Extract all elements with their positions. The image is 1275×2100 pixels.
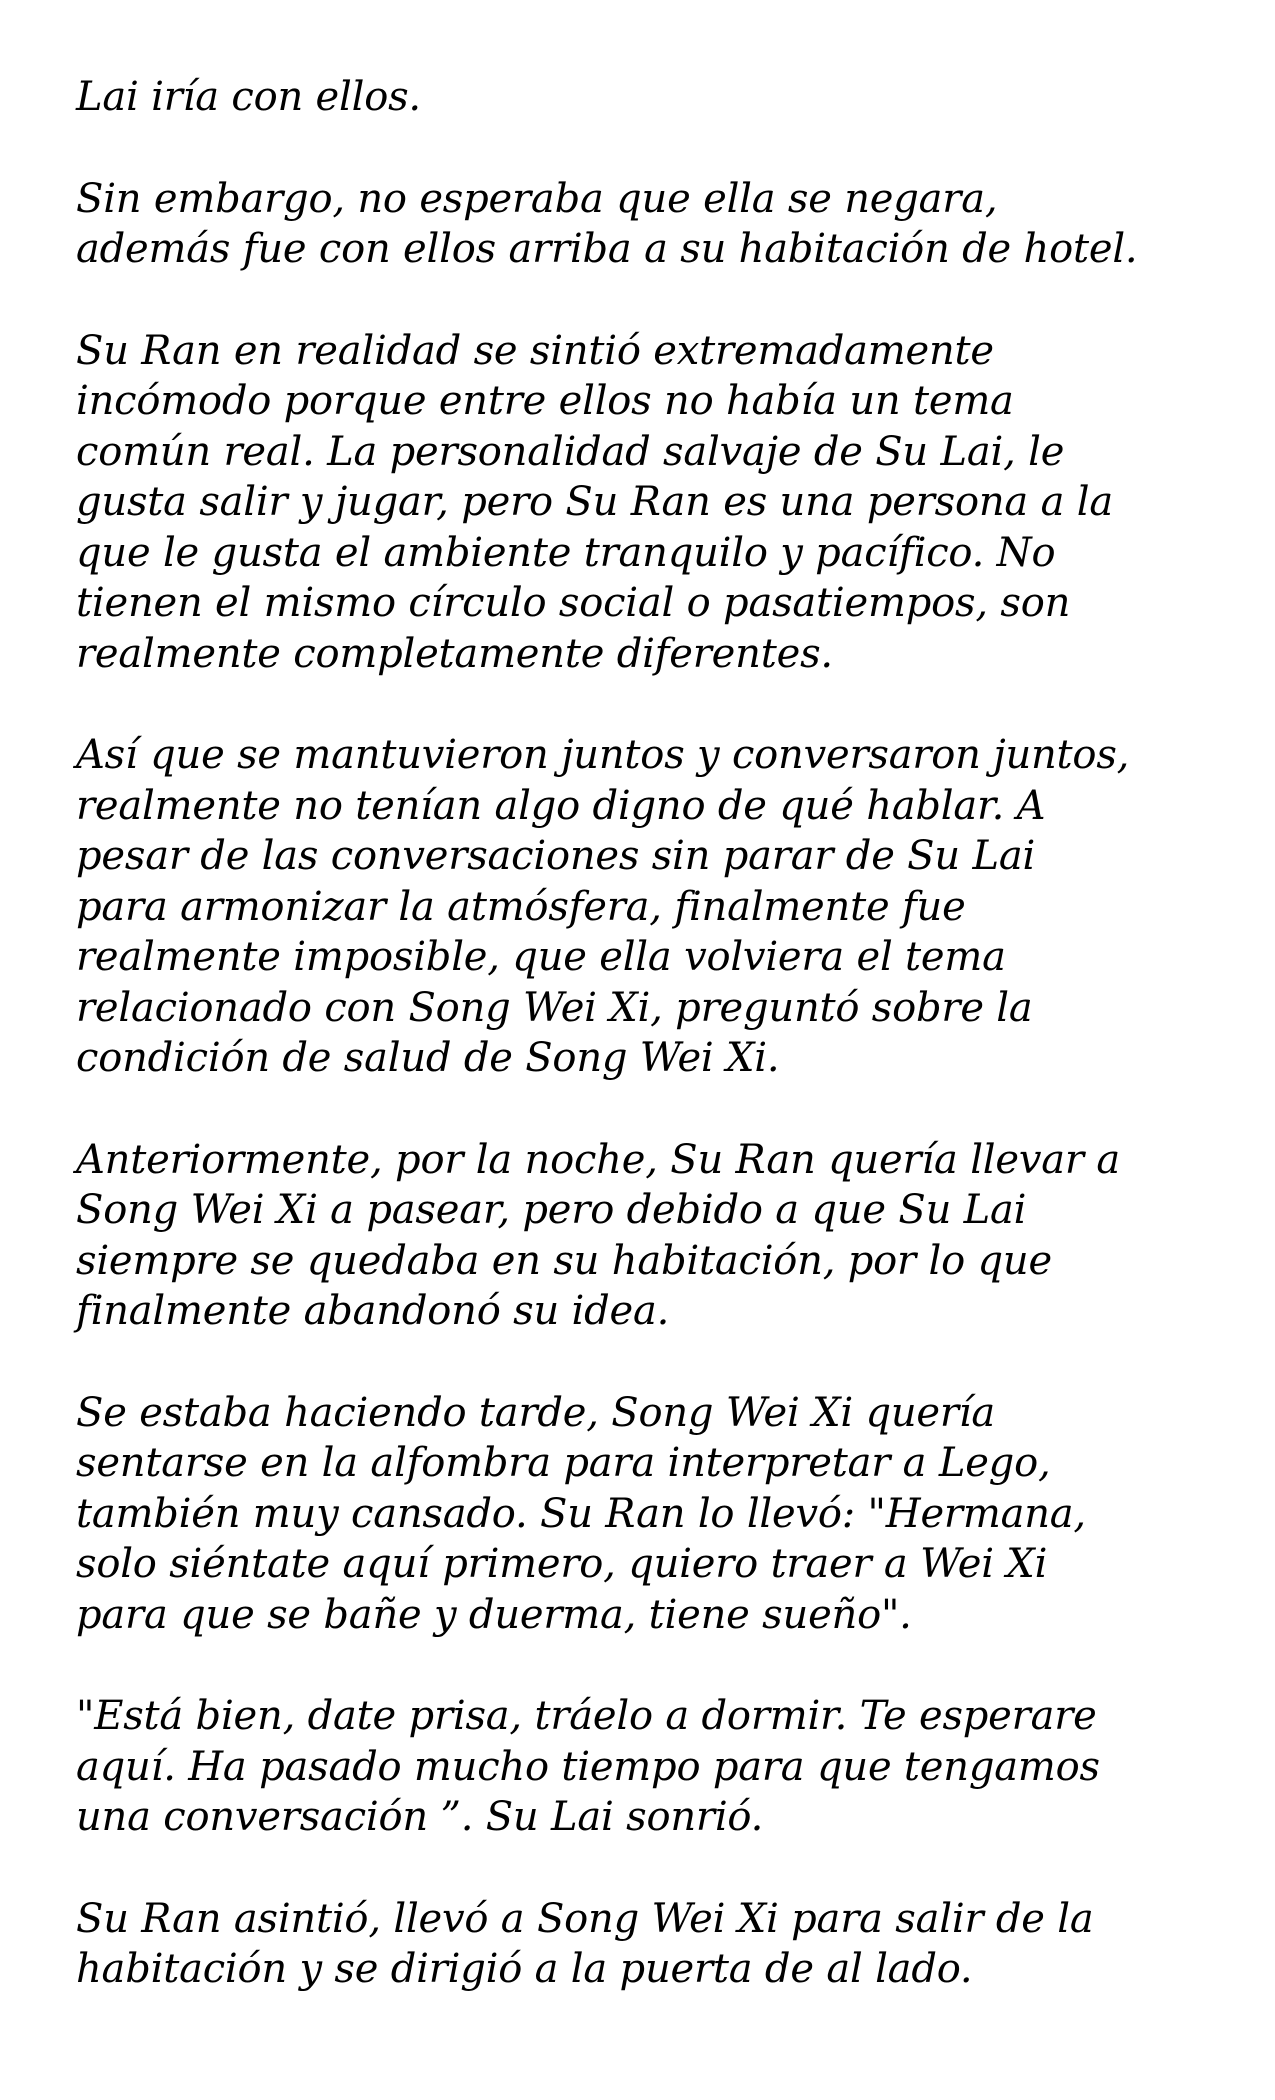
story-text	[76, 72, 1236, 2046]
paragraph-3: Su Ran en realidad se sintió extremadamente incómodo porque entre ellos no había un tema común real. La personalidad salvaje de Su Lai, le gusta salir y jugar, pero Su Ran es una persona a la que le gusta el ambiente tranquilo y pacífico. No tienen el mismo círculo social o pasatiempos, son realmente completamente diferentes.	[76, 327, 1113, 677]
paragraph-5: Anteriormente, por la noche, Su Ran quería llevar a Song Wei Xi a pasear, pero debido a que Su Lai siempre se quedaba en su habitación, por lo que finalmente abandonó su idea.	[76, 1136, 1120, 1334]
paragraph-6: Se estaba haciendo tarde, Song Wei Xi quería sentarse en la alfombra para interpretar a Lego, también muy cansado. Su Ran lo llevó: "Hermana, solo siéntate aquí primero, quiero traer a Wei Xi para que se bañe y duerma, tiene sueño".	[76, 1389, 1086, 1638]
paragraph-8: Su Ran asintió, llevó a Song Wei Xi para salir de la habitación y se dirigió a la puerta de al lado.	[76, 1895, 1094, 1992]
paragraph-7: "Está bien, date prisa, tráelo a dormir. Te esperare aquí. Ha pasado mucho tiempo para que tengamos una conversación ”. Su Lai sonrió.	[76, 1693, 1100, 1840]
paragraph-4: Así que se mantuvieron juntos y conversaron juntos, realmente no tenían algo digno de qué hablar. A pesar de las conversaciones sin parar de Su Lai para armonizar la atmósfera, finalmente fue realmente imposible, que ella volviera el tema relacionado con Song Wei Xi, preguntó sobre la condición de salud de Song Wei Xi.	[76, 732, 1130, 1081]
paragraph-2: Sin embargo, no esperaba que ella se negara, además fue con ellos arriba a su habitación de hotel.	[76, 175, 1138, 272]
paragraph-1: Lai iría con ellos.	[76, 74, 421, 120]
